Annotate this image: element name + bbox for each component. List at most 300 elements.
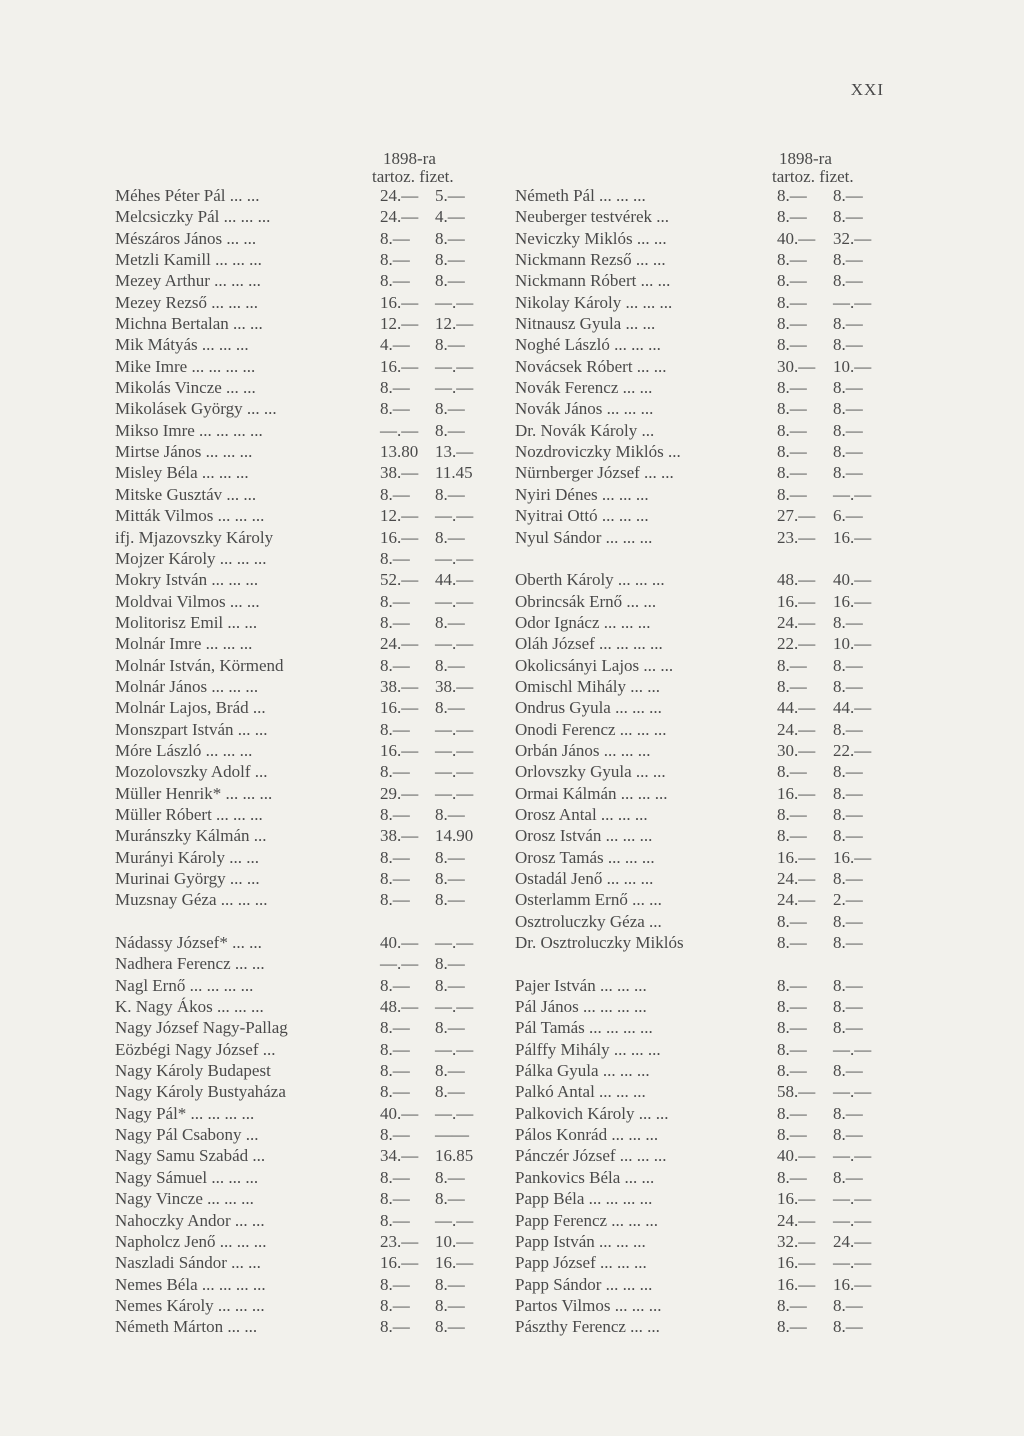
tartoz-value: 44.—	[777, 698, 816, 718]
fizet-value: 8.—	[435, 484, 465, 504]
tartoz-value: 8.—	[380, 762, 410, 782]
fizet-value: 8.—	[833, 783, 863, 803]
tartoz-value: 8.—	[380, 612, 410, 632]
tartoz-value: 8.—	[380, 548, 410, 568]
fizet-value: —.—	[435, 1039, 474, 1059]
tartoz-value: 48.—	[777, 570, 816, 590]
fizet-value: —.—	[435, 740, 474, 760]
member-name: Osztroluczky Géza ...	[515, 911, 662, 931]
tartoz-value: 16.—	[777, 847, 816, 867]
member-name: Nikolay Károly ... ... ...	[515, 292, 673, 312]
right-column	[515, 145, 895, 1338]
member-name: Pálos Konrád ... ... ...	[515, 1125, 659, 1145]
fizet-value: —.—	[435, 591, 474, 611]
tartoz-value: 8.—	[380, 719, 410, 739]
list-item	[515, 1124, 895, 1145]
tartoz-value: 4.—	[380, 335, 410, 355]
tartoz-value: 8.—	[777, 1103, 807, 1123]
list-item	[515, 356, 895, 377]
list-item	[115, 1060, 505, 1081]
member-name: Pankovics Béla ... ...	[515, 1167, 655, 1187]
list-item	[115, 953, 505, 974]
fizet-value: 8.—	[435, 975, 465, 995]
fizet-value: 8.—	[833, 762, 863, 782]
list-item	[515, 569, 895, 590]
tartoz-value: 8.—	[380, 591, 410, 611]
tartoz-value: 8.—	[777, 1061, 807, 1081]
member-name: Papp Ferencz ... ... ...	[515, 1210, 659, 1230]
tartoz-value: 8.—	[777, 911, 807, 931]
header-year: 1898-ra	[779, 149, 832, 168]
fizet-value: 22.—	[833, 740, 872, 760]
fizet-value: 8.—	[435, 527, 465, 547]
tartoz-value: 8.—	[777, 975, 807, 995]
tartoz-value: 8.—	[380, 399, 410, 419]
list-item	[115, 1081, 505, 1102]
header-sub: tartoz. fizet.	[772, 167, 854, 186]
fizet-value: 8.—	[833, 399, 863, 419]
fizet-value: 8.—	[833, 1167, 863, 1187]
tartoz-value: 24.—	[380, 207, 419, 227]
fizet-value: —.—	[435, 719, 474, 739]
list-item	[115, 356, 505, 377]
list-item	[515, 697, 895, 718]
member-name: Ondrus Gyula ... ... ...	[515, 698, 662, 718]
fizet-value: 16.—	[435, 1253, 474, 1273]
tartoz-value: 8.—	[777, 442, 807, 462]
fizet-value: 8.—	[833, 933, 863, 953]
list-item	[515, 527, 895, 548]
tartoz-value: 24.—	[380, 186, 419, 205]
fizet-value: —.—	[435, 548, 474, 568]
member-name: Pál Tamás ... ... ... ...	[515, 1018, 653, 1038]
member-name: Michna Bertalan ... ...	[115, 314, 263, 334]
list-item	[115, 1103, 505, 1124]
fizet-value: 44.—	[435, 570, 474, 590]
member-name: Pál János ... ... ... ...	[515, 997, 647, 1017]
list-item	[115, 612, 505, 633]
list-item	[115, 292, 505, 313]
tartoz-value: 38.—	[380, 463, 419, 483]
fizet-value: 8.—	[833, 463, 863, 483]
header-year: 1898-ra	[383, 149, 436, 168]
fizet-value: 8.—	[833, 1018, 863, 1038]
list-item	[115, 847, 505, 868]
member-name: Orosz István ... ... ...	[515, 826, 653, 846]
member-name: Oberth Károly ... ... ...	[515, 570, 665, 590]
fizet-value: 44.—	[833, 698, 872, 718]
fizet-value: —.—	[833, 292, 872, 312]
list-item	[515, 1274, 895, 1295]
member-name: Orbán János ... ... ...	[515, 740, 651, 760]
list-item	[515, 932, 895, 953]
list-item	[115, 1017, 505, 1038]
fizet-value: 38.—	[435, 676, 474, 696]
list-item	[515, 1039, 895, 1060]
tartoz-value: 30.—	[777, 356, 816, 376]
list-item	[115, 740, 505, 761]
member-name: Orosz Antal ... ... ...	[515, 804, 648, 824]
tartoz-value: 16.—	[380, 698, 419, 718]
member-name: Nagy József Nagy-Pallag	[115, 1018, 288, 1038]
list-item	[115, 804, 505, 825]
fizet-value: 8.—	[833, 975, 863, 995]
tartoz-value: 24.—	[380, 634, 419, 654]
tartoz-value: 8.—	[777, 676, 807, 696]
list-item	[515, 228, 895, 249]
member-name: Molnár Lajos, Brád ...	[115, 698, 266, 718]
tartoz-value: 8.—	[777, 484, 807, 504]
list-item	[115, 697, 505, 718]
member-name: Murányi Károly ... ...	[115, 847, 260, 867]
fizet-value: —.—	[435, 1210, 474, 1230]
fizet-value: 8.—	[435, 1189, 465, 1209]
member-name: Nagl Ernő ... ... ... ...	[115, 975, 254, 995]
member-name: Pálffy Mihály ... ... ...	[515, 1039, 661, 1059]
fizet-value: 8.—	[833, 1103, 863, 1123]
list-item	[515, 655, 895, 676]
list-item	[115, 313, 505, 334]
tartoz-value: 32.—	[777, 1231, 816, 1251]
tartoz-value: 8.—	[380, 1167, 410, 1187]
member-name: Naszladi Sándor ... ...	[115, 1253, 261, 1273]
tartoz-value: 58.—	[777, 1082, 816, 1102]
member-name: Okolicsányi Lajos ... ...	[515, 655, 674, 675]
list-item	[515, 484, 895, 505]
member-name: Palkovich Károly ... ...	[515, 1103, 669, 1123]
member-name: Nagy Pál Csabony ...	[115, 1125, 259, 1145]
tartoz-value: 16.—	[380, 292, 419, 312]
tartoz-value: 8.—	[380, 847, 410, 867]
member-name: Neviczky Miklós ... ...	[515, 228, 667, 248]
list-item	[115, 1252, 505, 1273]
fizet-value: 8.—	[435, 228, 465, 248]
list-item	[115, 1316, 505, 1337]
fizet-value: 8.—	[435, 804, 465, 824]
tartoz-value: 8.—	[777, 933, 807, 953]
member-name: Nickmann Róbert ... ...	[515, 271, 671, 291]
tartoz-value: 8.—	[380, 228, 410, 248]
tartoz-value: 8.—	[380, 1018, 410, 1038]
member-name: Omischl Mihály ... ...	[515, 676, 660, 696]
list-item	[515, 996, 895, 1017]
fizet-value: 5.—	[435, 186, 465, 205]
list-item	[115, 1274, 505, 1295]
tartoz-value: 8.—	[380, 655, 410, 675]
tartoz-value: 12.—	[380, 314, 419, 334]
member-name: Mitske Gusztáv ... ...	[115, 484, 257, 504]
fizet-value: 16.—	[833, 527, 872, 547]
member-name: Mik Mátyás ... ... ...	[115, 335, 249, 355]
header-sub: tartoz. fizet.	[372, 167, 454, 186]
tartoz-value: 13.80	[380, 442, 419, 462]
tartoz-value: 8.—	[380, 1061, 410, 1081]
fizet-value: 8.—	[435, 1061, 465, 1081]
tartoz-value: 8.—	[777, 1167, 807, 1187]
list-item	[115, 398, 505, 419]
tartoz-value: 16.—	[777, 1253, 816, 1273]
fizet-value: 8.—	[435, 847, 465, 867]
page-number: XXI	[850, 80, 884, 99]
list-item	[515, 868, 895, 889]
fizet-value: 16.85	[435, 1146, 474, 1166]
fizet-value: —.—	[833, 1146, 872, 1166]
fizet-value: 10.—	[833, 356, 872, 376]
member-name: Méhes Péter Pál ... ...	[115, 186, 260, 205]
tartoz-value: 8.—	[777, 1125, 807, 1145]
tartoz-value: 8.—	[777, 762, 807, 782]
member-name: Novák János ... ... ...	[515, 399, 654, 419]
fizet-value: 8.—	[435, 1295, 465, 1315]
tartoz-value: 38.—	[380, 676, 419, 696]
member-name: Nyul Sándor ... ... ...	[515, 527, 653, 547]
member-name: Mikolásek György ... ...	[115, 399, 277, 419]
member-name: Onodi Ferencz ... ... ...	[515, 719, 667, 739]
tartoz-value: 16.—	[380, 740, 419, 760]
member-name: Nagy Samu Szabád ...	[115, 1146, 266, 1166]
fizet-value: 32.—	[833, 228, 872, 248]
fizet-value: 8.—	[435, 1082, 465, 1102]
member-name: ifj. Mjazovszky Károly	[115, 527, 274, 547]
list-item	[115, 484, 505, 505]
list-item	[515, 1231, 895, 1252]
tartoz-value: 29.—	[380, 783, 419, 803]
fizet-value: 2.—	[833, 890, 863, 910]
member-name: Ostadál Jenő ... ... ...	[515, 869, 654, 888]
fizet-value: 40.—	[833, 570, 872, 590]
list-item	[515, 313, 895, 334]
list-item	[515, 825, 895, 846]
fizet-value: 8.—	[833, 655, 863, 675]
list-item	[115, 1231, 505, 1252]
member-name: Müller Róbert ... ... ...	[115, 804, 263, 824]
list-item	[515, 1252, 895, 1273]
tartoz-value: 8.—	[380, 1125, 410, 1145]
fizet-value: 8.—	[833, 378, 863, 398]
member-name: Muránszky Kálmán ...	[115, 826, 267, 846]
member-name: Mike Imre ... ... ... ...	[115, 356, 256, 376]
tartoz-value: 8.—	[777, 399, 807, 419]
tartoz-value: 8.—	[777, 314, 807, 334]
right-rows	[515, 185, 895, 1338]
list-item	[115, 1039, 505, 1060]
fizet-value: 8.—	[833, 804, 863, 824]
fizet-value: 8.—	[435, 1274, 465, 1294]
list-item	[115, 1210, 505, 1231]
member-name: Németh Pál ... ... ...	[515, 186, 646, 205]
fizet-value: 12.—	[435, 314, 474, 334]
list-item	[115, 1124, 505, 1145]
tartoz-value: —.—	[380, 954, 419, 974]
list-item	[515, 1017, 895, 1038]
tartoz-value: 8.—	[777, 207, 807, 227]
list-item	[115, 270, 505, 291]
member-name: Mokry István ... ... ...	[115, 570, 259, 590]
tartoz-value: 8.—	[777, 997, 807, 1017]
member-name: Mezey Arthur ... ... ...	[115, 271, 261, 291]
list-item	[515, 676, 895, 697]
list-item	[115, 676, 505, 697]
tartoz-value: 40.—	[777, 1146, 816, 1166]
fizet-value: 13.—	[435, 442, 474, 462]
tartoz-value: 8.—	[777, 1039, 807, 1059]
tartoz-value: 24.—	[777, 890, 816, 910]
fizet-value: 8.—	[435, 869, 465, 888]
fizet-value: 16.—	[833, 1274, 872, 1294]
member-name: Nádassy József* ... ...	[115, 933, 262, 953]
member-name: Móre László ... ... ...	[115, 740, 253, 760]
member-name: Napholcz Jenő ... ... ...	[115, 1231, 267, 1251]
fizet-value: 8.—	[435, 698, 465, 718]
tartoz-value: 8.—	[380, 271, 410, 291]
tartoz-value: 8.—	[380, 1317, 410, 1337]
member-name: Metzli Kamill ... ... ...	[115, 250, 262, 270]
fizet-value: 8.—	[833, 186, 863, 205]
tartoz-value: 8.—	[380, 1274, 410, 1294]
member-name: Novák Ferencz ... ...	[515, 378, 653, 398]
fizet-value: 8.—	[435, 1167, 465, 1187]
list-item	[515, 420, 895, 441]
member-name: Monszpart István ... ...	[115, 719, 268, 739]
member-name: Nozdroviczky Miklós ...	[515, 442, 681, 462]
list-item	[115, 1295, 505, 1316]
fizet-value: —.—	[435, 1103, 474, 1123]
tartoz-value: 8.—	[380, 890, 410, 910]
list-item	[515, 1103, 895, 1124]
fizet-value: 8.—	[833, 826, 863, 846]
list-item	[115, 655, 505, 676]
member-name: Eözbégi Nagy József ...	[115, 1039, 276, 1059]
list-item	[515, 740, 895, 761]
tartoz-value: 16.—	[380, 527, 419, 547]
list-item	[115, 633, 505, 654]
fizet-value: 8.—	[833, 676, 863, 696]
list-item	[515, 591, 895, 612]
member-name: Noghé László ... ... ...	[515, 335, 661, 355]
fizet-value: —.—	[833, 1189, 872, 1209]
tartoz-value: 16.—	[777, 783, 816, 803]
fizet-value: —.—	[435, 506, 474, 526]
member-name: Odor Ignácz ... ... ...	[515, 612, 651, 632]
list-item	[115, 719, 505, 740]
tartoz-value: 8.—	[777, 186, 807, 205]
member-name: Dr. Novák Károly ...	[515, 420, 655, 440]
member-name: Nadhera Ferencz ... ...	[115, 954, 265, 974]
list-item	[515, 185, 895, 206]
tartoz-value: 12.—	[380, 506, 419, 526]
fizet-value: 8.—	[833, 250, 863, 270]
list-item	[115, 569, 505, 590]
fizet-value: 16.—	[833, 591, 872, 611]
list-item	[115, 441, 505, 462]
fizet-value: 8.—	[833, 1061, 863, 1081]
member-name: Molnár István, Körmend	[115, 655, 284, 675]
list-item	[115, 911, 505, 932]
fizet-value: 24.—	[833, 1231, 872, 1251]
list-item	[115, 783, 505, 804]
member-name: Nemes Béla ... ... ... ...	[115, 1274, 266, 1294]
fizet-value: 8.—	[833, 335, 863, 355]
fizet-value: 10.—	[833, 634, 872, 654]
tartoz-value: 8.—	[380, 869, 410, 888]
list-item	[115, 249, 505, 270]
fizet-value: 8.—	[833, 911, 863, 931]
member-name: Nagy Pál* ... ... ... ...	[115, 1103, 255, 1123]
tartoz-value: 8.—	[777, 378, 807, 398]
tartoz-value: 8.—	[777, 1018, 807, 1038]
list-item	[515, 804, 895, 825]
tartoz-value: 22.—	[777, 634, 816, 654]
tartoz-value: 16.—	[777, 1274, 816, 1294]
list-item	[515, 953, 895, 974]
member-name: Partos Vilmos ... ... ...	[515, 1295, 662, 1315]
fizet-value: ——	[435, 1125, 469, 1145]
member-name: Nickmann Rezső ... ...	[515, 250, 666, 270]
member-name: Nagy Károly Bustyaháza	[115, 1082, 286, 1102]
member-name: Moldvai Vilmos ... ...	[115, 591, 260, 611]
list-item	[515, 334, 895, 355]
tartoz-value: 34.—	[380, 1146, 419, 1166]
list-item	[115, 420, 505, 441]
member-name: Muzsnay Géza ... ... ...	[115, 890, 268, 910]
list-item	[115, 996, 505, 1017]
member-name: Melcsiczky Pál ... ... ...	[115, 207, 271, 227]
member-name: Nyiri Dénes ... ... ...	[515, 484, 649, 504]
tartoz-value: 8.—	[777, 292, 807, 312]
fizet-value: —.—	[833, 1082, 872, 1102]
list-item	[515, 377, 895, 398]
fizet-value: 6.—	[833, 506, 863, 526]
member-name: Mitták Vilmos ... ... ...	[115, 506, 265, 526]
fizet-value: 8.—	[435, 890, 465, 910]
fizet-value: —.—	[435, 634, 474, 654]
tartoz-value: 8.—	[380, 975, 410, 995]
fizet-value: 8.—	[435, 1018, 465, 1038]
fizet-value: 4.—	[435, 207, 465, 227]
list-item	[115, 889, 505, 910]
fizet-value: 8.—	[435, 271, 465, 291]
tartoz-value: 38.—	[380, 826, 419, 846]
member-name: K. Nagy Ákos ... ... ...	[115, 997, 264, 1017]
member-name: Osterlamm Ernő ... ...	[515, 890, 662, 910]
member-name: Nagy Sámuel ... ... ...	[115, 1167, 259, 1187]
member-name: Mojzer Károly ... ... ...	[115, 548, 267, 568]
fizet-value: 8.—	[435, 612, 465, 632]
tartoz-value: 8.—	[380, 1039, 410, 1059]
tartoz-value: 16.—	[777, 591, 816, 611]
member-name: Papp Béla ... ... ... ...	[515, 1189, 653, 1209]
fizet-value: 8.—	[435, 1317, 465, 1337]
tartoz-value: 8.—	[380, 378, 410, 398]
list-item	[515, 441, 895, 462]
tartoz-value: 52.—	[380, 570, 419, 590]
member-name: Molitorisz Emil ... ...	[115, 612, 258, 632]
member-name: Obrincsák Ernő ... ...	[515, 591, 657, 611]
fizet-value: —.—	[833, 1210, 872, 1230]
member-name: Oláh József ... ... ... ...	[515, 634, 663, 654]
member-name: Németh Márton ... ...	[115, 1317, 258, 1337]
list-item	[515, 633, 895, 654]
fizet-value: —.—	[833, 484, 872, 504]
member-name: Mezey Rezső ... ... ...	[115, 292, 259, 312]
fizet-value: 8.—	[435, 399, 465, 419]
list-item	[115, 761, 505, 782]
list-item	[115, 1188, 505, 1209]
tartoz-value: 8.—	[777, 271, 807, 291]
tartoz-value: 24.—	[777, 719, 816, 739]
list-item	[115, 228, 505, 249]
tartoz-value: 48.—	[380, 997, 419, 1017]
